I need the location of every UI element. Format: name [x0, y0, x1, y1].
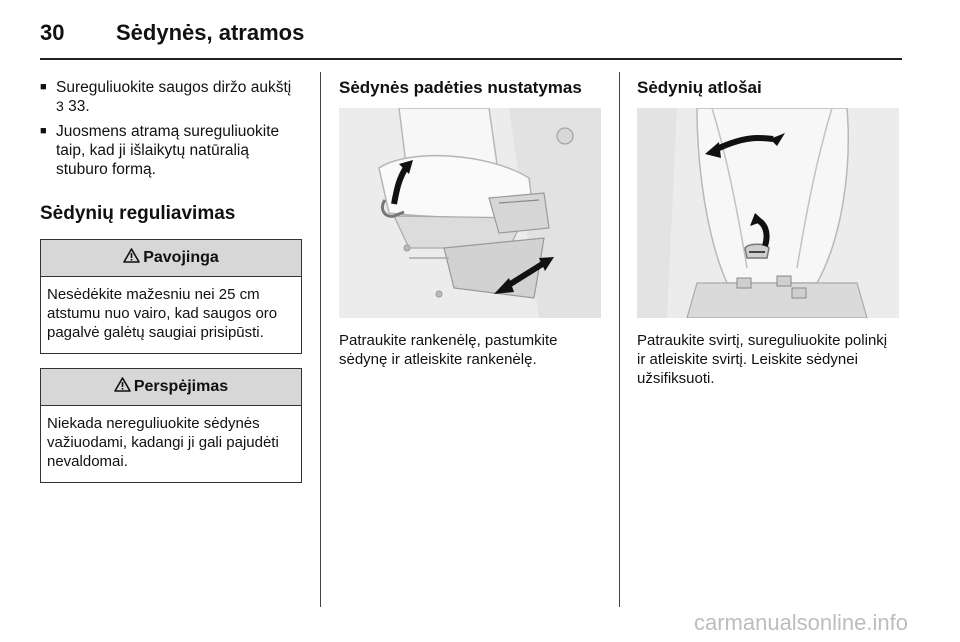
- bullet-list: [40, 78, 302, 179]
- seat-position-caption: Patraukite rankenėlę, pastumkite sėdynę ir atleiskite rankenėlę.: [339, 332, 558, 368]
- section-heading: Sėdynių reguliavimas: [40, 203, 236, 224]
- warning-triangle-icon: [114, 377, 131, 397]
- column-middle: [339, 78, 601, 369]
- warning-triangle-icon: [123, 248, 140, 268]
- danger-text: Nesėdėkite mažesniu nei 25 cm atstumu nuo vairo, kad saugos oro pagalvė galėtų saugiai prisipūsti.: [47, 286, 278, 341]
- list-item: [40, 122, 302, 179]
- column-right: [637, 78, 899, 388]
- bullet-text: Sureguliuokite saugos diržo aukštį: [56, 79, 292, 96]
- seat-backrest-illustration: [637, 108, 899, 318]
- page-number: 30: [40, 20, 65, 45]
- caution-box: [40, 368, 302, 483]
- seat-backrest-heading: Sėdynių atlošai: [637, 78, 762, 97]
- danger-box: [40, 239, 302, 354]
- watermark: carmanualsonline.info: [693, 610, 908, 635]
- page-title: Sėdynės, atramos: [116, 20, 305, 45]
- danger-label: Pavojinga: [143, 249, 219, 266]
- caution-box-header: [41, 369, 301, 406]
- list-item: [40, 78, 302, 116]
- column-divider-2: [619, 72, 620, 607]
- danger-box-header: [41, 240, 301, 277]
- seat-backrest-caption: Patraukite svirtį, sureguliuokite polinkį ir atleiskite svirtį. Leiskite sėdynei užsifiksuoti.: [637, 332, 888, 387]
- seat-position-heading: Sėdynės padėties nustatymas: [339, 78, 582, 97]
- seat-position-illustration: [339, 108, 601, 318]
- page-reference-arrow-icon: 3: [56, 98, 64, 114]
- bullet-text: Juosmens atramą sureguliuokite taip, kad ji išlaikytų natūralią stuburo formą.: [56, 123, 280, 178]
- page-reference[interactable]: 33.: [68, 98, 90, 115]
- column-left: [40, 78, 302, 497]
- caution-text: Niekada nereguliuokite sėdynės važiuodami, kadangi ji gali pajudėti nevaldomai.: [47, 415, 279, 470]
- column-divider-1: [320, 72, 321, 607]
- header-rule: [40, 58, 902, 60]
- caution-label: Perspėjimas: [133, 378, 229, 395]
